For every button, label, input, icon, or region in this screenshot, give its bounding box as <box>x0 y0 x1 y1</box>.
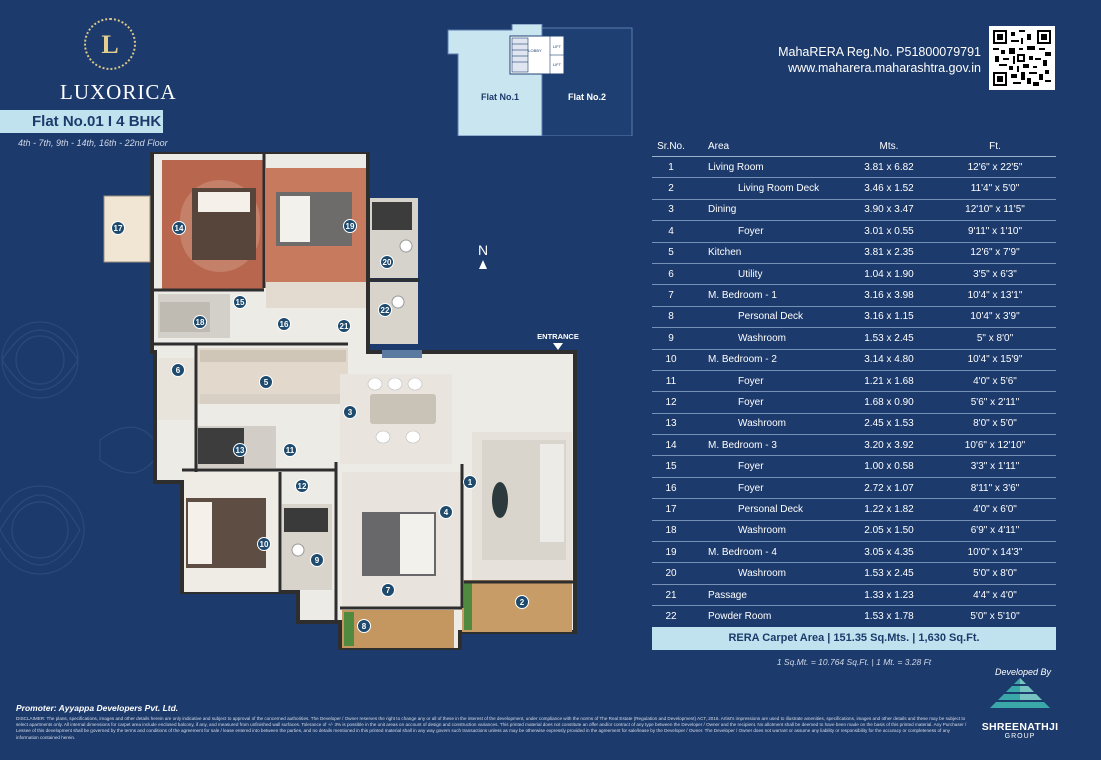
cell-area: Washroom <box>738 418 786 430</box>
promoter: Promoter: Ayyappa Developers Pvt. Ltd. <box>16 703 179 713</box>
brand-logo <box>60 18 177 105</box>
cell-sr: 18 <box>665 525 677 537</box>
marker-17: 17 <box>113 224 123 233</box>
cell-area: M. Bedroom - 3 <box>708 439 777 451</box>
area-table <box>652 137 1056 628</box>
cell-sr: 8 <box>668 311 674 323</box>
table-row <box>652 521 1056 542</box>
table-row <box>652 585 1056 606</box>
cell-ft: 10'4" x 15'9" <box>967 354 1023 366</box>
cell-area: Personal Deck <box>738 311 804 323</box>
table-row <box>652 200 1056 221</box>
cell-sr: 2 <box>668 183 674 195</box>
unit-conversion: 1 Sq.Mt. = 10.764 Sq.Ft. | 1 Mt. = 3.28 Ft <box>776 657 932 667</box>
developer-name: SHREENATHJI <box>981 721 1059 733</box>
floor-plan <box>100 152 580 650</box>
marker-14: 14 <box>174 224 184 233</box>
table-row <box>652 435 1056 456</box>
cell-area: Powder Room <box>708 610 772 622</box>
developer-logo <box>980 678 1060 740</box>
cell-sr: 17 <box>665 503 677 515</box>
cell-mts: 1.53 x 1.78 <box>864 610 914 622</box>
marker-5: 5 <box>263 378 269 387</box>
header-area: Area <box>708 141 730 152</box>
cell-ft: 10'4" x 13'1" <box>967 290 1023 302</box>
cell-mts: 2.05 x 1.50 <box>864 525 914 537</box>
cell-sr: 22 <box>665 610 677 622</box>
keyplan-lift-2: LIFT <box>552 62 562 67</box>
table-row <box>652 157 1056 178</box>
brand-name: LUXORICA <box>60 80 177 104</box>
table-body <box>652 157 1056 628</box>
cell-ft: 10'4" x 3'9" <box>970 311 1020 323</box>
cell-mts: 3.16 x 1.15 <box>864 311 914 323</box>
marker-16: 16 <box>279 320 289 329</box>
table-row <box>652 414 1056 435</box>
marker-15: 15 <box>235 298 245 307</box>
cell-mts: 3.01 x 0.55 <box>864 225 914 237</box>
marker-13: 13 <box>235 446 245 455</box>
cell-mts: 3.81 x 2.35 <box>864 247 914 259</box>
marker-19: 19 <box>345 222 355 231</box>
cell-mts: 1.53 x 2.45 <box>864 568 914 580</box>
north-indicator <box>475 242 491 269</box>
cell-mts: 3.46 x 1.52 <box>864 183 914 195</box>
table-row <box>652 285 1056 306</box>
rera-url: www.maharera.maharashtra.gov.in <box>788 61 981 75</box>
cell-area: Dining <box>708 204 737 216</box>
cell-sr: 19 <box>665 546 677 558</box>
table-row <box>652 328 1056 349</box>
cell-area: Foyer <box>738 225 764 237</box>
cell-ft: 6'9" x 4'11" <box>970 525 1020 537</box>
cell-area: M. Bedroom - 1 <box>708 290 777 302</box>
marker-9: 9 <box>314 556 320 565</box>
table-row <box>652 307 1056 328</box>
cell-ft: 5'6" x 2'11" <box>970 396 1020 408</box>
keyplan-lift-1: LIFT <box>552 44 562 49</box>
rera-carpet-area: RERA Carpet Area | 151.35 Sq.Mts. | 1,630 Sq.Ft. <box>652 627 1056 650</box>
cell-area: Personal Deck <box>738 503 804 515</box>
cell-sr: 1 <box>668 161 674 173</box>
cell-area: Foyer <box>738 375 764 387</box>
cell-ft: 12'10" x 11'5" <box>965 204 1025 216</box>
developed-by-label: Developed By <box>995 667 1052 677</box>
table-row <box>652 350 1056 371</box>
cell-mts: 2.45 x 1.53 <box>864 418 914 430</box>
cell-area: Living Room Deck <box>738 183 820 195</box>
marker-4: 4 <box>443 508 449 517</box>
marker-8: 8 <box>361 622 367 631</box>
marker-12: 12 <box>297 482 307 491</box>
marker-20: 20 <box>382 258 392 267</box>
disclaimer: DISCLAIMER: The plans, specifications, images and other details herein are only indicative and subject to approval of the concerned authorities. The Developer / Owner reserves the right to change any or all of these in the interest of the development, under compliance with the norms of The Real Estate (Regulation and Development) ACT, 2016. Artist's impressions are used to illustrate amenities, specifications, images and other details and these may be subject to select apartments only. All internal dimensions for carpet area include enclosed balcony, if any, and measured from unfinished wall surfaces. Tolerance of +/- 3% is possible in the unit areas on account of design and construction variances. This printed material does not constitute an offer and/or contract of any type between the Developer / Owner and the recipient. No allotment shall be deemed to have been made on the basis of this printed material. Any Purchaser / Lessee of this development shall be governed by the terms and conditions of the agreement for sale / lease entered into between the parties, and no details mentioned in this printed material shall in any way govern such transactions unless as may be otherwise expressly provided in the agreement for sale/lease by the Developer / Owner. The Developer / Owner does not warrant or assume any liability or responsibility for the accuracy or completeness of any information contained herein. <box>16 716 967 740</box>
table-header <box>652 137 1056 157</box>
cell-sr: 14 <box>665 439 677 451</box>
cell-ft: 5" x 8'0" <box>976 332 1014 344</box>
cell-area: Washroom <box>738 525 786 537</box>
developer-pyramid-icon <box>990 678 1050 714</box>
cell-mts: 3.16 x 3.98 <box>864 290 914 302</box>
table-row <box>652 371 1056 392</box>
cell-area: Living Room <box>708 161 764 173</box>
cell-area: Kitchen <box>708 247 742 259</box>
header-mts: Mts. <box>879 141 899 152</box>
cell-sr: 11 <box>665 375 677 387</box>
table-row <box>652 243 1056 264</box>
cell-mts: 1.21 x 1.68 <box>864 375 914 387</box>
cell-mts: 3.05 x 4.35 <box>864 546 914 558</box>
marker-11: 11 <box>285 446 295 455</box>
cell-area: Passage <box>708 589 747 601</box>
cell-sr: 16 <box>665 482 677 494</box>
marker-22: 22 <box>380 306 390 315</box>
table-row <box>652 456 1056 477</box>
cell-mts: 2.72 x 1.07 <box>864 482 914 494</box>
cell-sr: 5 <box>668 247 674 259</box>
table-row <box>652 499 1056 520</box>
cell-ft: 12'6" x 22'5" <box>967 161 1023 173</box>
cell-sr: 13 <box>665 418 677 430</box>
table-row <box>652 221 1056 242</box>
keyplan-lobby: LOBBY <box>528 48 542 53</box>
cell-mts: 3.81 x 6.82 <box>864 161 914 173</box>
entrance-label: ENTRANCE <box>537 332 579 341</box>
cell-ft: 5'0" x 5'10" <box>970 610 1020 622</box>
developer-group: GROUP <box>1004 733 1036 740</box>
table-row <box>652 478 1056 499</box>
entrance-arrow-icon <box>553 343 563 350</box>
brand-emblem-icon <box>84 18 136 70</box>
cell-ft: 11'4" x 5'0" <box>970 183 1020 195</box>
table-row <box>652 178 1056 199</box>
cell-sr: 4 <box>668 225 674 237</box>
room-powder-room-22 <box>370 282 418 344</box>
table-row <box>652 563 1056 584</box>
cell-mts: 3.90 x 3.47 <box>864 204 914 216</box>
cell-ft: 4'0" x 6'0" <box>973 503 1017 515</box>
cell-mts: 1.53 x 2.45 <box>864 332 914 344</box>
deck-17 <box>104 196 150 262</box>
cell-area: Washroom <box>738 568 786 580</box>
cell-ft: 10'0" x 14'3" <box>967 546 1023 558</box>
marker-10: 10 <box>259 540 269 549</box>
cell-sr: 20 <box>665 568 677 580</box>
entrance-marker <box>536 332 580 350</box>
cell-ft: 9'11" x 1'10" <box>967 225 1023 237</box>
cell-mts: 3.20 x 3.92 <box>864 439 914 451</box>
cell-ft: 4'0" x 5'6" <box>973 375 1017 387</box>
marker-1: 1 <box>467 478 473 487</box>
cell-sr: 3 <box>668 204 674 216</box>
cell-sr: 12 <box>665 396 677 408</box>
cell-area: Washroom <box>738 332 786 344</box>
cell-sr: 6 <box>668 268 674 280</box>
table-row <box>652 264 1056 285</box>
cell-ft: 4'4" x 4'0" <box>973 589 1017 601</box>
header-sr: Sr.No. <box>657 141 685 152</box>
marker-3: 3 <box>347 408 353 417</box>
cell-area: Utility <box>738 268 763 280</box>
keyplan-flat-1: Flat No.1 <box>480 92 520 102</box>
cell-mts: 1.68 x 0.90 <box>864 396 914 408</box>
cell-ft: 10'6" x 12'10" <box>964 439 1026 451</box>
cell-sr: 10 <box>665 354 677 366</box>
cell-area: M. Bedroom - 4 <box>708 546 777 558</box>
flat-floors: 4th - 7th, 9th - 14th, 16th - 22nd Floor <box>18 138 168 148</box>
cell-area: Foyer <box>738 396 764 408</box>
marker-21: 21 <box>339 322 349 331</box>
cell-ft: 5'0" x 8'0" <box>973 568 1017 580</box>
cell-sr: 15 <box>665 461 677 473</box>
cell-ft: 12'6" x 7'9" <box>970 247 1020 259</box>
flat-title: Flat No.01 I 4 BHK <box>0 110 163 133</box>
cell-sr: 7 <box>668 290 674 302</box>
keyplan-flat-2: Flat No.2 <box>567 92 607 102</box>
cell-ft: 8'11" x 3'6" <box>970 482 1020 494</box>
cell-mts: 3.14 x 4.80 <box>864 354 914 366</box>
rera-info <box>778 44 981 76</box>
cell-mts: 1.00 x 0.58 <box>864 461 914 473</box>
north-label: N <box>477 242 489 258</box>
marker-7: 7 <box>385 586 391 595</box>
north-arrow-icon <box>479 260 487 269</box>
cell-sr: 21 <box>665 589 677 601</box>
table-row <box>652 392 1056 413</box>
cell-ft: 3'5" x 6'3" <box>973 268 1017 280</box>
rera-reg-number: MahaRERA Reg.No. P51800079791 <box>778 45 981 59</box>
qr-code-icon <box>989 26 1055 90</box>
marker-6: 6 <box>175 366 181 375</box>
cell-mts: 1.22 x 1.82 <box>864 503 914 515</box>
cell-area: M. Bedroom - 2 <box>708 354 777 366</box>
marker-18: 18 <box>195 318 205 327</box>
key-plan <box>440 24 634 136</box>
cell-ft: 3'3" x 1'11" <box>970 461 1020 473</box>
table-row <box>652 542 1056 563</box>
cell-area: Foyer <box>738 461 764 473</box>
cell-sr: 9 <box>668 332 674 344</box>
cell-mts: 1.04 x 1.90 <box>864 268 914 280</box>
table-row <box>652 606 1056 627</box>
marker-2: 2 <box>519 598 525 607</box>
cell-area: Foyer <box>738 482 764 494</box>
cell-mts: 1.33 x 1.23 <box>864 589 914 601</box>
header-ft: Ft. <box>989 141 1001 152</box>
cell-ft: 8'0" x 5'0" <box>973 418 1017 430</box>
